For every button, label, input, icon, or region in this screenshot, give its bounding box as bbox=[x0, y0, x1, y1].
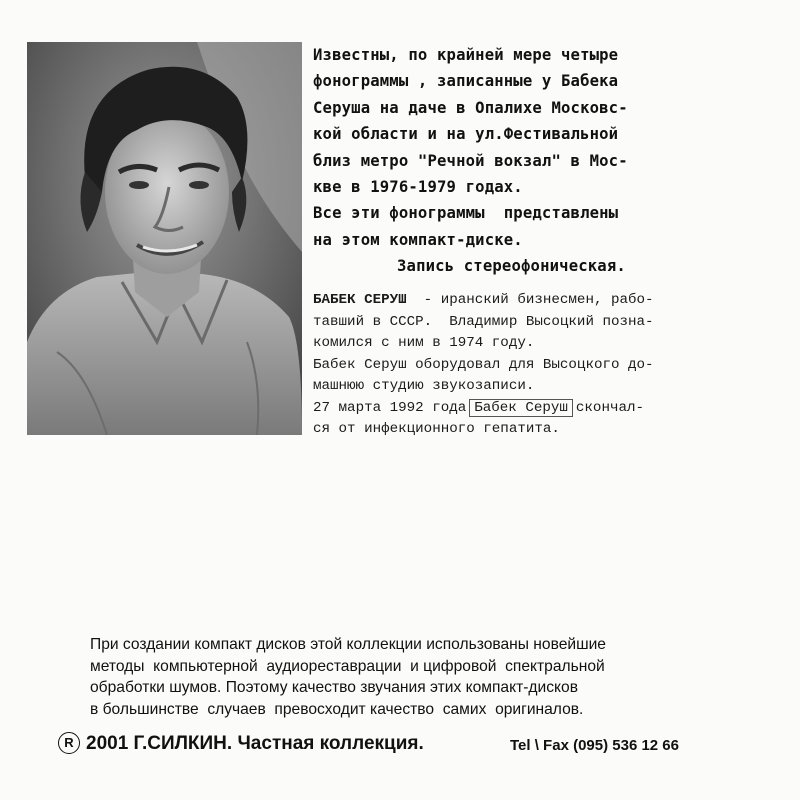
note-line: При создании компакт дисков этой коллекции использованы новейшие bbox=[90, 636, 606, 653]
intro-line: Серуша на даче в Опалихе Московс- bbox=[313, 98, 628, 117]
portrait-photo-icon bbox=[27, 42, 302, 435]
intro-line: Известны, по крайней мере четыре bbox=[313, 46, 619, 64]
death-suffix: скончал- bbox=[575, 399, 645, 416]
bio-line: машнюю студию звукозаписи. bbox=[313, 378, 535, 394]
intro-line: на этом компакт-диске. bbox=[313, 230, 523, 249]
copyright-text: 2001 Г.СИЛКИН. Частная коллекция. bbox=[86, 733, 424, 754]
note-line: обработки шумов. Поэтому качество звучания этих компакт-дисков bbox=[90, 679, 578, 696]
boxed-name: Бабек Серуш bbox=[469, 399, 573, 417]
bio-line: ся от инфекционного гепатита. bbox=[313, 421, 560, 437]
note-line: методы компьютерной аудиореставрации и цифровой спектральной bbox=[90, 657, 605, 675]
bio-line: комился с ним в 1974 году. bbox=[313, 335, 535, 351]
note-line: в большинстве случаев превосходит качество самих оригиналов. bbox=[90, 700, 584, 718]
recording-note: Запись стереофоническая. bbox=[397, 257, 626, 276]
bio-line bbox=[313, 398, 783, 420]
intro-line: фонограммы , записанные у Бабека bbox=[313, 72, 619, 91]
death-date: 27 марта 1992 года bbox=[313, 399, 467, 416]
contact-phone: Tel \ Fax (095) 536 12 66 bbox=[510, 737, 679, 754]
intro-line: близ метро "Речной вокзал" в Мос- bbox=[313, 151, 628, 170]
intro-paragraph bbox=[313, 42, 768, 280]
registered-icon: R bbox=[58, 732, 80, 754]
restoration-note bbox=[90, 634, 740, 720]
bio-line-rest: - иранский бизнесмен, рабо- bbox=[406, 292, 654, 308]
portrait-photo bbox=[27, 42, 302, 435]
intro-line: Все эти фонограммы представлены bbox=[313, 204, 619, 223]
intro-line: кой области и на ул.Фестивальной bbox=[313, 125, 619, 144]
bio-line bbox=[313, 290, 783, 312]
bio-paragraph bbox=[313, 290, 783, 441]
footer bbox=[58, 732, 758, 762]
intro-line: кве в 1976-1979 годах. bbox=[313, 178, 523, 197]
bio-line: тавший в СССР. Владимир Высоцкий позна- bbox=[313, 313, 654, 330]
bio-name: БАБЕК СЕРУШ bbox=[313, 292, 407, 308]
bio-line: Бабек Серуш оборудовал для Высоцкого до- bbox=[313, 356, 654, 373]
copyright bbox=[58, 732, 424, 755]
